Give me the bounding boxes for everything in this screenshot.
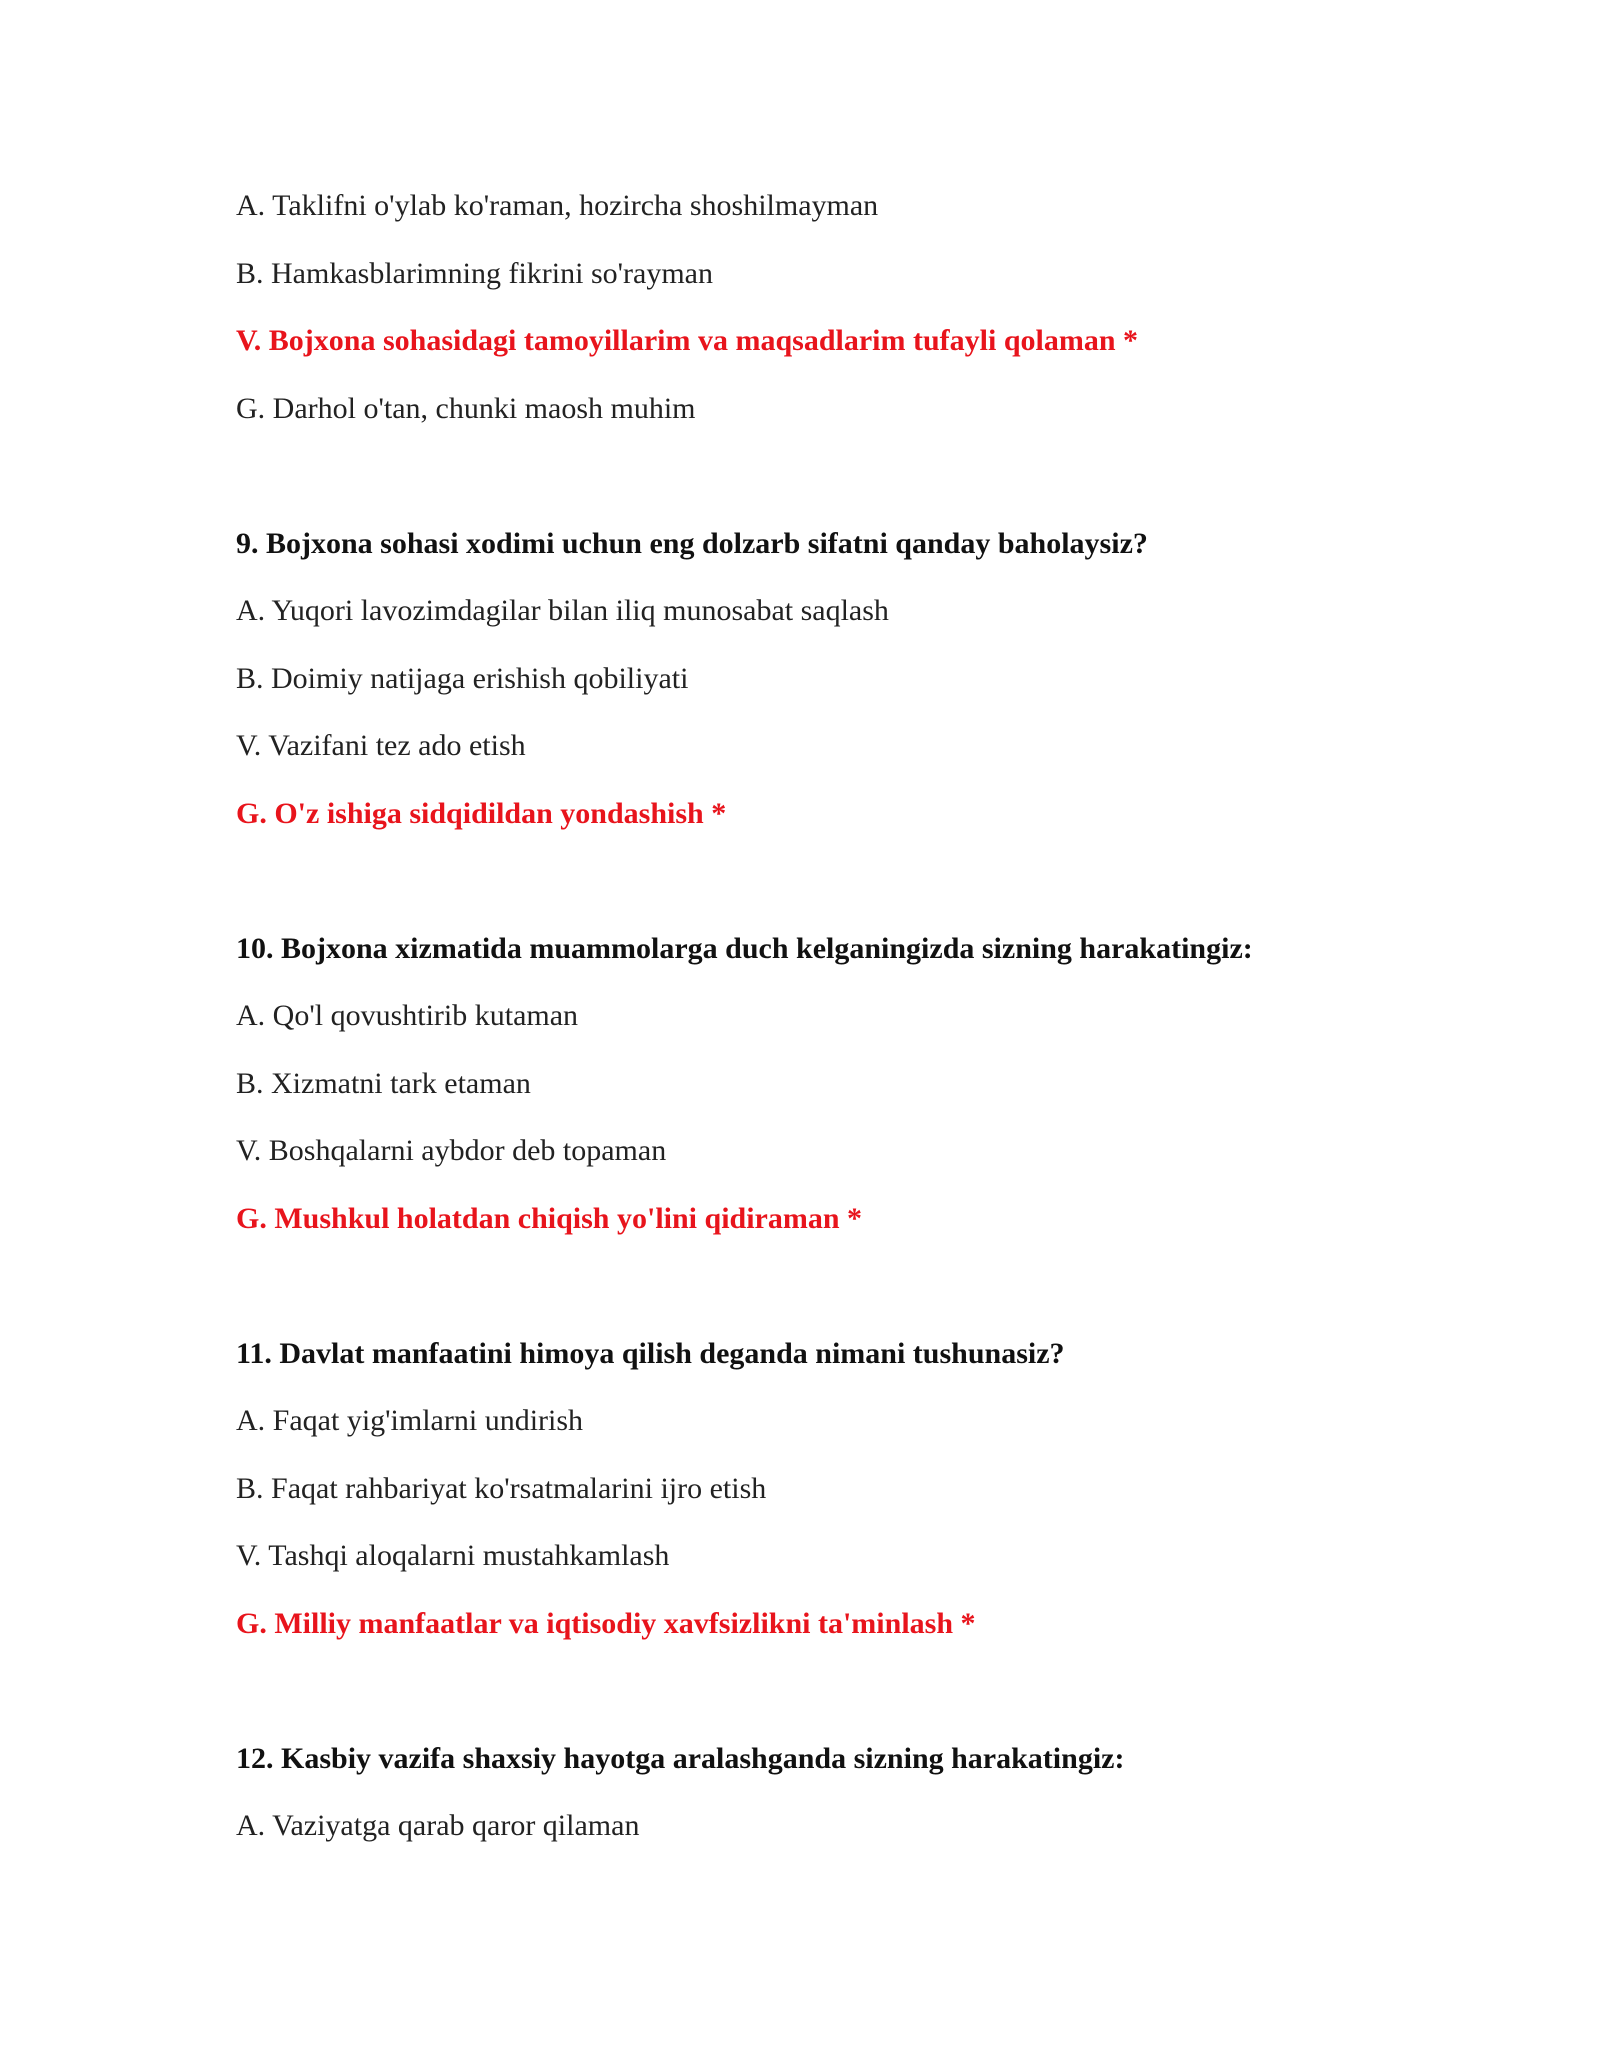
option-g-prev: G. Darhol o'tan, chunki maosh muhim [236,392,696,425]
q9-option-b: B. Doimiy natijaga erishish qobiliyati [236,662,689,695]
q9-correct-answer: G. O'z ishiga sidqidildan yondashish * [236,797,727,830]
option-b-prev: B. Hamkasblarimning fikrini so'rayman [236,257,713,290]
correct-answer-prev: V. Bojxona sohasidagi tamoyillarim va maqsadlarim tufayli qolaman * [236,324,1139,357]
q11-option-a: A. Faqat yig'imlarni undirish [236,1404,584,1437]
option-a-prev: A. Taklifni o'ylab ko'raman, hozircha shoshilmayman [236,189,879,222]
q10-correct-answer: G. Mushkul holatdan chiqish yo'lini qidiraman * [236,1202,863,1235]
q12-option-a: A. Vaziyatga qarab qaror qilaman [236,1809,640,1842]
q10-option-a: A. Qo'l qovushtirib kutaman [236,999,579,1032]
q10-option-v: V. Boshqalarni aybdor deb topaman [236,1134,667,1167]
q10-option-b: B. Xizmatni tark etaman [236,1067,531,1100]
q11-correct-answer: G. Milliy manfaatlar va iqtisodiy xavfsizlikni ta'minlash * [236,1607,976,1640]
question-11: 11. Davlat manfaatini himoya qilish deganda nimani tushunasiz? [236,1337,1065,1370]
q9-option-v: V. Vazifani tez ado etish [236,729,526,762]
question-12: 12. Kasbiy vazifa shaxsiy hayotga aralashganda sizning harakatingiz: [236,1742,1125,1775]
q11-option-v: V. Tashqi aloqalarni mustahkamlash [236,1539,670,1572]
question-10: 10. Bojxona xizmatida muammolarga duch kelganingizda sizning harakatingiz: [236,932,1253,965]
q9-option-a: A. Yuqori lavozimdagilar bilan iliq munosabat saqlash [236,594,889,627]
question-9: 9. Bojxona sohasi xodimi uchun eng dolzarb sifatni qanday baholaysiz? [236,527,1148,560]
q11-option-b: B. Faqat rahbariyat ko'rsatmalarini ijro etish [236,1472,767,1505]
